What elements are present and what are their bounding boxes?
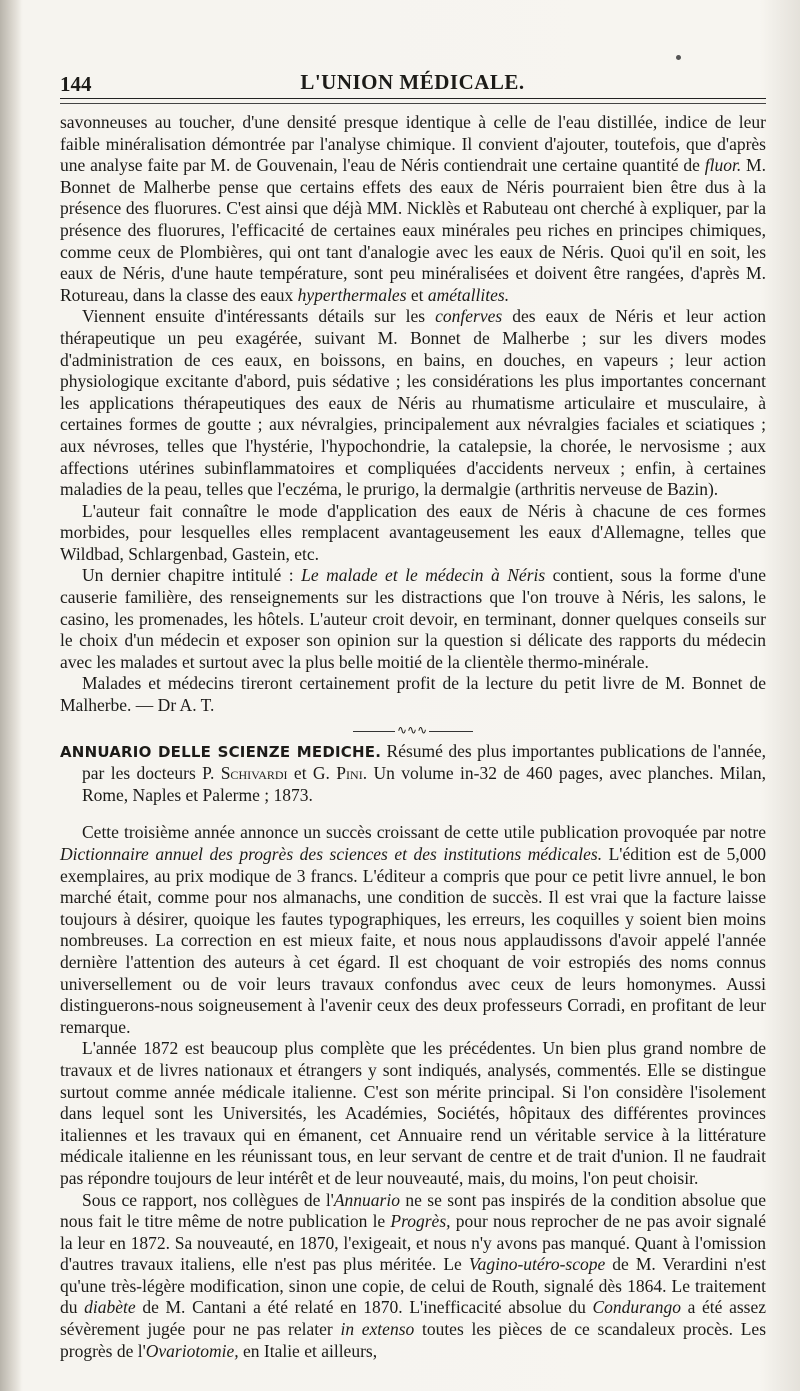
paragraph: savonneuses au toucher, d'une densité presque identique à celle de l'eau distillée, indice de leur faible minéralisation démontrée par l'analyse chimique. Il convient d'ajouter, toutefois, que d'après une analyse faite par M. de Gouvenain, l'eau de Néris contiendrait une certaine quantité de fluor. M. Bonnet de Malherbe pense que certains effets des eaux de Néris pourraient bien être dus à la présence des fluorures. C'est ainsi que déjà MM. Nicklès et Rabuteau ont cherché à expliquer, par la présence des fluorures, l'efficacité de certaines eaux minérales peu riches en principes chimiques, comme ceux de Plombières, qui ont tant d'analogie avec les eaux de Néris. Quoi qu'il en soit, les eaux de Néris, d'une haute température, sont peu minéralisées et doivent être rangées, d'après M. Rotureau, dans la classe des eaux hyperthermales et amétallites.: [60, 112, 766, 305]
running-header: [60, 68, 765, 98]
paragraph: Cette troisième année annonce un succès croissant de cette utile publication provoquée par notre Dictionnaire annuel des progrès des sciences et des institutions médicales. L'édition est de 5,000 exemplaires, au prix modique de 3 francs. L'éditeur a compris que pour ce petit livre annuel, le bon marché était, comme pour nos almanachs, une condition de succès. Il est vrai que la facture laisse toujours à désirer, quoique les fautes typographiques, les erreurs, les coquilles y soient bien moins nombreuses. La correction en est mieux faite, et nous nous applaudissons d'avoir appelé l'année dernière l'attention des auteurs à cet égard. Il est choquant de voir estropiés des noms connus universellement ou de voir leurs travaux confondus avec ceux de leurs homonymes. Aussi distinguerons-nous soigneusement à l'avenir ceux des deux professeurs Corradi, en profitant de leur remarque.: [60, 822, 766, 1037]
page-number: 144: [60, 72, 92, 96]
article-body: [60, 112, 766, 1362]
paragraph-signature: Malades et médecins tireront certainement profit de la lecture du petit livre de M. Bonnet de Malherbe. — Dr A. T.: [60, 673, 766, 716]
header-rule: [60, 98, 766, 99]
paragraph: Viennent ensuite d'intéressants détails sur les conferves des eaux de Néris et leur action thérapeutique un peu exagérée, suivant M. Bonnet de Malherbe ; sur les divers modes d'administration de ces eaux, en boissons, en bains, en douches, en vapeurs ; leur action physiologique excitante d'abord, puis sédative ; les considérations les plus importantes concernant les applications thérapeutiques des eaux de Néris au rhumatisme articulaire et musculaire, à certaines formes de goutte ; aux névralgies, principalement aux névralgies faciales et sciatiques ; aux névroses, telles que l'hystérie, l'hypochondrie, la catalepsie, la chorée, le nervosisme ; aux affections utérines subinflammatoires et compliquées d'accidents nerveux ; enfin, à certaines maladies de la peau, telles que l'eczéma, le prurigo, la dermalgie (arthritis nerveuse de Bazin).: [60, 306, 766, 500]
paragraph: L'année 1872 est beaucoup plus complète que les précédentes. Un bien plus grand nombre de travaux et de livres nationaux et étrangers y sont indiqués, analysés, commentés. Elle se distingue surtout comme année médicale italienne. C'est son mérite principal. Si l'on considère l'isolement dans lequel sont les Universités, les Académies, Sociétés, hôpitaux des différentes provinces italiennes et les travaux qui en émanent, cet Annuaire rend un véritable service à la littérature médicale italienne en les réunissant tous, en leur servant de centre et de trait d'union. Il ne faudrait pas répondre toujours de leur intérêt et de leur nouveauté, mais, du moins, l'on peut choisir.: [60, 1038, 766, 1188]
paragraph: Sous ce rapport, nos collègues de l'Annuario ne se sont pas inspirés de la condition absolue que nous fait le titre même de notre publication le Progrès, pour nous reprocher de ne pas avoir signalé la leur en 1872. Sa nouveauté, en 1870, l'exigeait, et nous n'y avons pas manqué. Quant à l'omission d'autres travaux italiens, elle n'est pas plus méritée. Le Vagino-utéro-scope de M. Verardini n'est qu'une très-légère modification, sinon une copie, de celui de Routh, signalé dès 1864. Le traitement du diabète de M. Cantani a été relaté en 1870. L'inefficacité absolue du Condurango a été assez sévèrement jugée pour ne pas relater in extenso toutes les pièces de ce scandaleux procès. Les progrès de l'Ovariotomie, en Italie et ailleurs,: [60, 1189, 767, 1361]
review-heading: ANNUARIO DELLE SCIENZE MEDICHE. Résumé des plus importantes publications de l'année, par les docteurs P. Schivardi et G. Pini. Un volume in-32 de 460 pages, avec planches. Milan, Rome, Naples et Palerme ; 1873.: [60, 740, 766, 805]
separator-ornament: ∿∿∿: [397, 722, 428, 737]
spacer: [60, 806, 766, 822]
section-separator: [353, 722, 473, 737]
journal-title: L'UNION MÉDICALE.: [300, 70, 525, 94]
review-title: ANNUARIO DELLE SCIENZE MEDICHE.: [60, 742, 382, 761]
paragraph: L'auteur fait connaître le mode d'application des eaux de Néris à chacune de ces formes morbides, pour lesquelles elles remplacent avantageusement les eaux d'Allemagne, telles que Wildbad, Schlargenbad, Gastein, etc.: [60, 500, 766, 564]
ink-dot: [676, 55, 681, 60]
paragraph: Un dernier chapitre intitulé : Le malade et le médecin à Néris contient, sous la forme d'une causerie familière, des renseignements sur les distractions que l'on trouve à Néris, les salons, le casino, les promenades, les hôtels. L'auteur croit devoir, en terminant, donner quelques conseils sur le choix d'un médecin et exposer son opinion sur la question si délicate des rapports du médecin avec les malades et surtout avec la plus belle moitié de la clientèle thermo-minérale.: [60, 565, 766, 672]
page-binding-shadow: [0, 0, 22, 1391]
header-rule-thin: [60, 103, 766, 104]
